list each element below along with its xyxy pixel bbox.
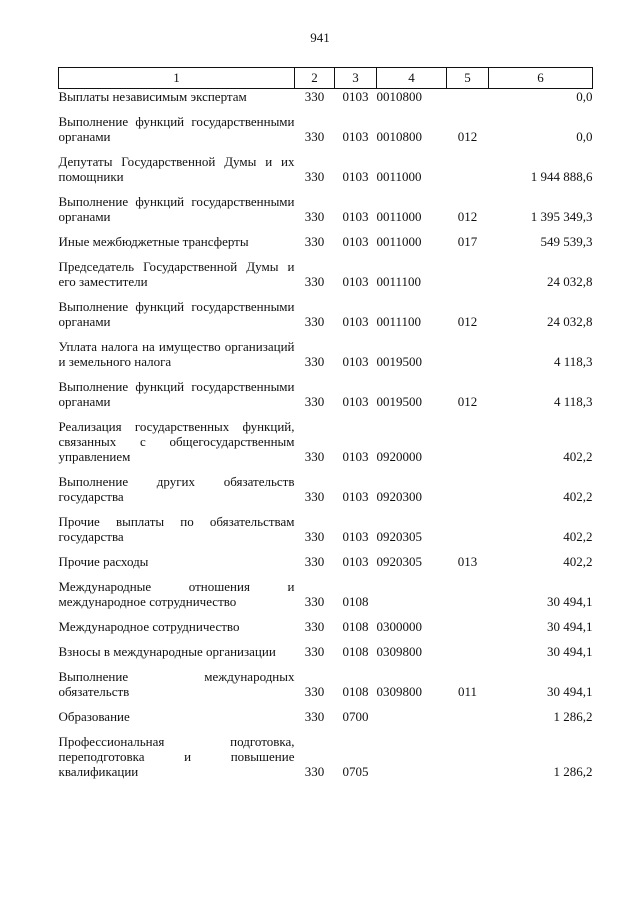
- amount-cell: 402,2: [563, 449, 593, 464]
- row-spacer: [59, 104, 593, 114]
- expense-type-cell: [447, 339, 489, 369]
- item-name-cell: Председатель Государственной Думы и его заместители: [58, 259, 295, 289]
- row-spacer: [59, 144, 593, 154]
- section-code-cell: 0103: [342, 129, 369, 144]
- target-article-cell: [377, 709, 447, 724]
- target-article-cell: 0920305: [376, 554, 422, 569]
- amount-cell: 30 494,1: [547, 684, 593, 699]
- ministry-code-cell: 330: [304, 644, 325, 659]
- page-number: 941: [310, 30, 330, 45]
- row-spacer-cell: [59, 369, 593, 379]
- row-spacer: [59, 699, 593, 709]
- target-article-cell: 0011100: [376, 274, 422, 289]
- row-spacer: [59, 329, 593, 339]
- row-spacer-cell: [59, 464, 593, 474]
- target-article-cell: 0920300: [376, 489, 422, 504]
- row-spacer: [59, 609, 593, 619]
- table-row: [59, 709, 593, 724]
- ministry-code-cell: 330: [304, 314, 325, 329]
- table-row: [59, 299, 593, 329]
- section-code-cell: 0108: [342, 644, 369, 659]
- item-name-cell: Международное сотрудничество: [58, 619, 240, 634]
- expense-type-cell: [447, 579, 489, 609]
- target-article-cell: 0309800: [376, 684, 422, 699]
- ministry-code-cell: 330: [304, 354, 325, 369]
- item-name-cell: Выполнение функций государственными органами: [58, 194, 295, 224]
- row-spacer: [59, 249, 593, 259]
- section-code-cell: 0103: [342, 529, 369, 544]
- section-code-cell: 0700: [342, 709, 369, 724]
- expense-type-cell: [447, 89, 489, 105]
- ministry-code-cell: 330: [304, 594, 325, 609]
- row-spacer-cell: [59, 724, 593, 734]
- ministry-code-cell: 330: [304, 169, 325, 184]
- section-code-cell: 0103: [342, 489, 369, 504]
- target-article-cell: 0011100: [376, 314, 422, 329]
- target-article-cell: 0920000: [376, 449, 422, 464]
- table-header-row: [59, 68, 593, 89]
- ministry-code-cell: 330: [304, 764, 325, 779]
- row-spacer: [59, 289, 593, 299]
- item-name-cell: Выполнение функций государственными органами: [58, 114, 295, 144]
- expense-type-cell: 017: [457, 234, 478, 249]
- target-article-cell: 0011000: [376, 169, 422, 184]
- item-name-cell: Выполнение функций государственными органами: [58, 299, 295, 329]
- row-spacer-cell: [59, 184, 593, 194]
- row-spacer: [59, 544, 593, 554]
- section-code-cell: 0108: [342, 684, 369, 699]
- target-article-cell: 0011000: [376, 234, 422, 249]
- table-row: [59, 554, 593, 569]
- row-spacer: [59, 184, 593, 194]
- ministry-code-cell: 330: [304, 274, 325, 289]
- target-article-cell: 0010800: [376, 129, 422, 144]
- row-spacer: [59, 409, 593, 419]
- ministry-code-cell: 330: [304, 554, 325, 569]
- amount-cell: 402,2: [563, 554, 593, 569]
- item-name-cell: Выполнение функций государственными органами: [58, 379, 295, 409]
- target-article-cell: 0920305: [376, 529, 422, 544]
- expense-type-cell: [447, 734, 489, 779]
- item-name-cell: Международные отношения и международное сотрудничество: [58, 579, 295, 609]
- row-spacer: [59, 464, 593, 474]
- section-code-cell: 0103: [342, 554, 369, 569]
- target-article-cell: [377, 734, 447, 779]
- row-spacer-cell: [59, 504, 593, 514]
- row-spacer-cell: [59, 224, 593, 234]
- item-name-cell: Выполнение других обязательств государства: [58, 474, 295, 504]
- table-row: [59, 669, 593, 699]
- target-article-cell: 0309800: [376, 644, 422, 659]
- amount-cell: 24 032,8: [547, 274, 593, 289]
- ministry-code-cell: 330: [304, 234, 325, 249]
- expense-type-cell: 013: [457, 554, 478, 569]
- target-article-cell: 0011000: [376, 209, 422, 224]
- ministry-code-cell: 330: [304, 529, 325, 544]
- table-row: [59, 514, 593, 544]
- table-row: [59, 89, 593, 105]
- item-name-cell: Образование: [58, 709, 130, 724]
- table-row: [59, 114, 593, 144]
- amount-cell: 402,2: [563, 489, 593, 504]
- column-header: 5: [447, 68, 489, 89]
- item-name-cell: Взносы в международные организации: [58, 644, 276, 659]
- expense-type-cell: [447, 419, 489, 464]
- row-spacer-cell: [59, 569, 593, 579]
- amount-cell: 1 944 888,6: [530, 169, 593, 184]
- ministry-code-cell: 330: [304, 709, 325, 724]
- section-code-cell: 0108: [342, 594, 369, 609]
- amount-cell: 4 118,3: [553, 394, 593, 409]
- item-name-cell: Реализация государственных функций, связанных с общегосударственным управлением: [58, 419, 295, 464]
- expense-type-cell: 012: [457, 314, 478, 329]
- section-code-cell: 0103: [342, 394, 369, 409]
- expense-type-cell: [447, 474, 489, 504]
- table-row: [59, 154, 593, 184]
- column-header: 1: [59, 68, 295, 89]
- expense-type-cell: 012: [457, 394, 478, 409]
- table-row: [59, 644, 593, 659]
- amount-cell: 30 494,1: [547, 619, 593, 634]
- table-row: [59, 734, 593, 779]
- amount-cell: 0,0: [576, 129, 593, 144]
- row-spacer-cell: [59, 544, 593, 554]
- section-code-cell: 0103: [342, 209, 369, 224]
- row-spacer-cell: [59, 609, 593, 619]
- amount-cell: 24 032,8: [547, 314, 593, 329]
- row-spacer-cell: [59, 289, 593, 299]
- amount-cell: 1 286,2: [553, 709, 593, 724]
- row-spacer-cell: [59, 409, 593, 419]
- item-name-cell: Депутаты Государственной Думы и их помощники: [58, 154, 295, 184]
- row-spacer-cell: [59, 699, 593, 709]
- expense-type-cell: [447, 644, 489, 659]
- expense-type-cell: [447, 514, 489, 544]
- section-code-cell: 0103: [342, 169, 369, 184]
- section-code-cell: 0108: [342, 619, 369, 634]
- amount-cell: 4 118,3: [553, 354, 593, 369]
- section-code-cell: 0103: [342, 274, 369, 289]
- amount-cell: 30 494,1: [547, 644, 593, 659]
- table-row: [59, 474, 593, 504]
- amount-cell: 30 494,1: [547, 594, 593, 609]
- expense-type-cell: 012: [457, 129, 478, 144]
- row-spacer-cell: [59, 104, 593, 114]
- ministry-code-cell: 330: [304, 129, 325, 144]
- ministry-code-cell: 330: [304, 449, 325, 464]
- table-row: [59, 339, 593, 369]
- row-spacer-cell: [59, 249, 593, 259]
- ministry-code-cell: 330: [304, 394, 325, 409]
- row-spacer-cell: [59, 144, 593, 154]
- target-article-cell: 0019500: [376, 394, 422, 409]
- target-article-cell: 0300000: [376, 619, 422, 634]
- column-header: 3: [335, 68, 377, 89]
- column-header: 4: [377, 68, 447, 89]
- item-name-cell: Выполнение международных обязательств: [58, 669, 295, 699]
- expense-type-cell: [447, 709, 489, 724]
- ministry-code-cell: 330: [304, 619, 325, 634]
- target-article-cell: [377, 579, 447, 609]
- row-spacer-cell: [59, 329, 593, 339]
- table-row: [59, 259, 593, 289]
- section-code-cell: 0103: [342, 234, 369, 249]
- row-spacer: [59, 634, 593, 644]
- table-row: [59, 234, 593, 249]
- ministry-code-cell: 330: [304, 684, 325, 699]
- item-name-cell: Прочие выплаты по обязательствам государства: [58, 514, 295, 544]
- expense-type-cell: [447, 619, 489, 634]
- amount-cell: 1 286,2: [553, 764, 593, 779]
- ministry-code-cell: 330: [304, 489, 325, 504]
- expense-type-cell: 011: [457, 684, 478, 699]
- row-spacer: [59, 504, 593, 514]
- row-spacer: [59, 724, 593, 734]
- row-spacer: [59, 224, 593, 234]
- target-article-cell: 0010800: [376, 89, 422, 104]
- column-header: 6: [489, 68, 593, 89]
- table-row: [59, 194, 593, 224]
- amount-cell: 1 395 349,3: [530, 209, 593, 224]
- item-name-cell: Профессиональная подготовка, переподготовка и повышение квалификации: [58, 734, 295, 779]
- amount-cell: 549 539,3: [540, 234, 593, 249]
- ministry-code-cell: 330: [304, 89, 325, 104]
- item-name-cell: Прочие расходы: [58, 554, 149, 569]
- table-row: [59, 419, 593, 464]
- amount-cell: 0,0: [576, 89, 593, 104]
- section-code-cell: 0705: [342, 764, 369, 779]
- item-name-cell: Выплаты независимым экспертам: [58, 89, 247, 104]
- target-article-cell: 0019500: [376, 354, 422, 369]
- row-spacer-cell: [59, 659, 593, 669]
- section-code-cell: 0103: [342, 89, 369, 104]
- item-name-cell: Иные межбюджетные трансферты: [58, 234, 249, 249]
- expense-type-cell: [447, 259, 489, 289]
- table-row: [59, 379, 593, 409]
- budget-table: [58, 67, 593, 779]
- item-name-cell: Уплата налога на имущество организаций и земельного налога: [58, 339, 295, 369]
- section-code-cell: 0103: [342, 449, 369, 464]
- row-spacer: [59, 569, 593, 579]
- row-spacer: [59, 659, 593, 669]
- expense-type-cell: [447, 154, 489, 184]
- ministry-code-cell: 330: [304, 209, 325, 224]
- section-code-cell: 0103: [342, 354, 369, 369]
- table-row: [59, 579, 593, 609]
- column-header: 2: [295, 68, 335, 89]
- section-code-cell: 0103: [342, 314, 369, 329]
- row-spacer: [59, 369, 593, 379]
- amount-cell: 402,2: [563, 529, 593, 544]
- table-row: [59, 619, 593, 634]
- expense-type-cell: 012: [457, 209, 478, 224]
- row-spacer-cell: [59, 634, 593, 644]
